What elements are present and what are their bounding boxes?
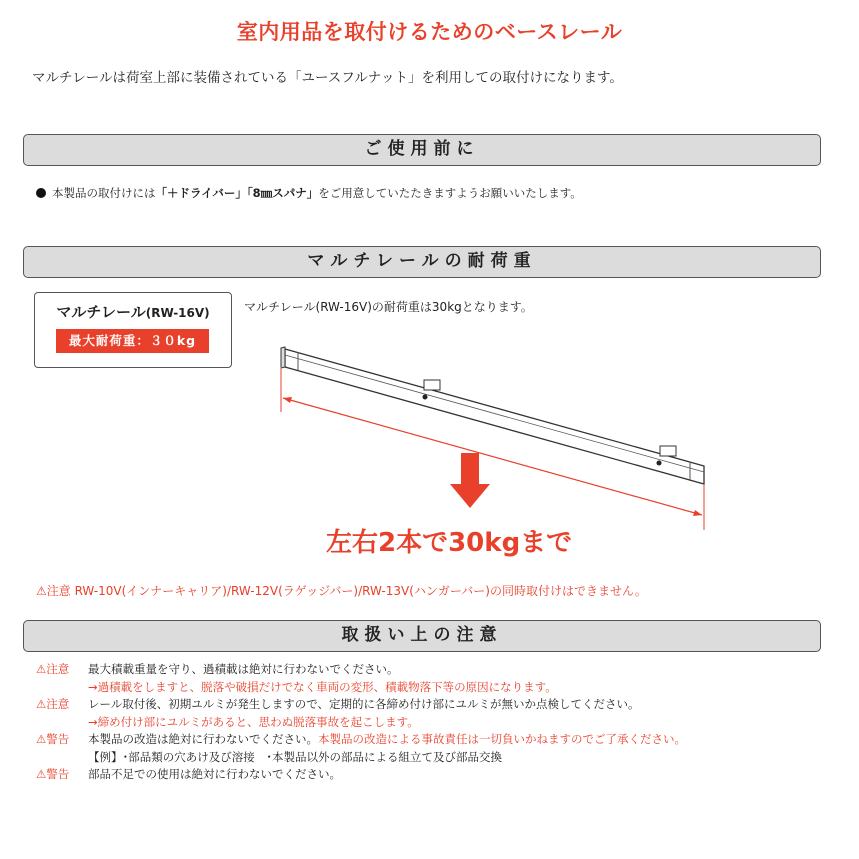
note-row: ⚠警告 本製品の改造は絶対に行わないでください。本製品の改造による事故責任は一切負いかねますのでご了承ください。 [36,731,836,749]
tool-spanner: 「8㎜スパナ」 [246,186,319,200]
product-model: (RW-16V) [145,306,210,320]
warning-tag: ⚠警告 [36,732,70,746]
product-name: マルチレール(RW-16V) [56,303,210,321]
intro-text: マルチレールは荷室上部に装備されている「ユースフルナット」を利用しての取付けになります。 [32,70,623,86]
section-header-load: マルチレールの耐荷重 [23,246,821,278]
note-row: →過積載をしますと、脱落や破損だけでなく車両の変形、積載物落下等の原因になります。 [88,679,557,694]
warning-tag: ⚠注意 [36,697,70,711]
section-header-handling: 取扱い上の注意 [23,620,821,652]
note-row: 【例】･部品類の穴あけ及び溶接 ･本製品以外の部品による組立て及び部品交換 [88,749,502,764]
note-row: ⚠注意 最大積載重量を守り、過積載は絶対に行わないでください。 [36,661,836,679]
handling-notes [36,661,836,784]
down-arrow-icon [450,453,490,508]
caution-models: RW-10V(インナーキャリア)/RW-12V(ラゲッジバー)/RW-13V(ハンガーバー) [70,584,490,598]
max-load-badge: 最大耐荷重：３０kg [56,329,209,353]
note-suffix: をご用意していたたきますようお願いいたします。 [318,186,582,200]
load-note: マルチレール(RW-16V)の耐荷重は30kgとなります。 [244,300,533,314]
section-header-before-use: ご使用前に [23,134,821,166]
caution-tag: ⚠注意 [36,584,71,598]
warning-tag: ⚠警告 [36,767,70,781]
note-prefix: 本製品の取付けには [52,186,156,200]
note-row: ⚠警告 部品不足での使用は絶対に行わないでください。 [36,766,836,784]
caution-tail: の同時取付けはできません。 [489,584,647,598]
note-row: ⚠注意 レール取付後、初期ユルミが発生しますので、定期的に各締め付け部にユルミが無いか点検してください。 [36,696,836,714]
note-row: →締め付け部にユルミがあると、思わぬ脱落事故を起こします。 [88,714,419,729]
warning-tag: ⚠注意 [36,662,70,676]
compatibility-caution [36,582,647,599]
load-callout: 左右2本で30kgまで [326,528,573,558]
page-title: 室内用品を取付けるためのベースレール [236,20,623,44]
tool-screwdriver: 「＋ドライバー」 [155,186,247,200]
